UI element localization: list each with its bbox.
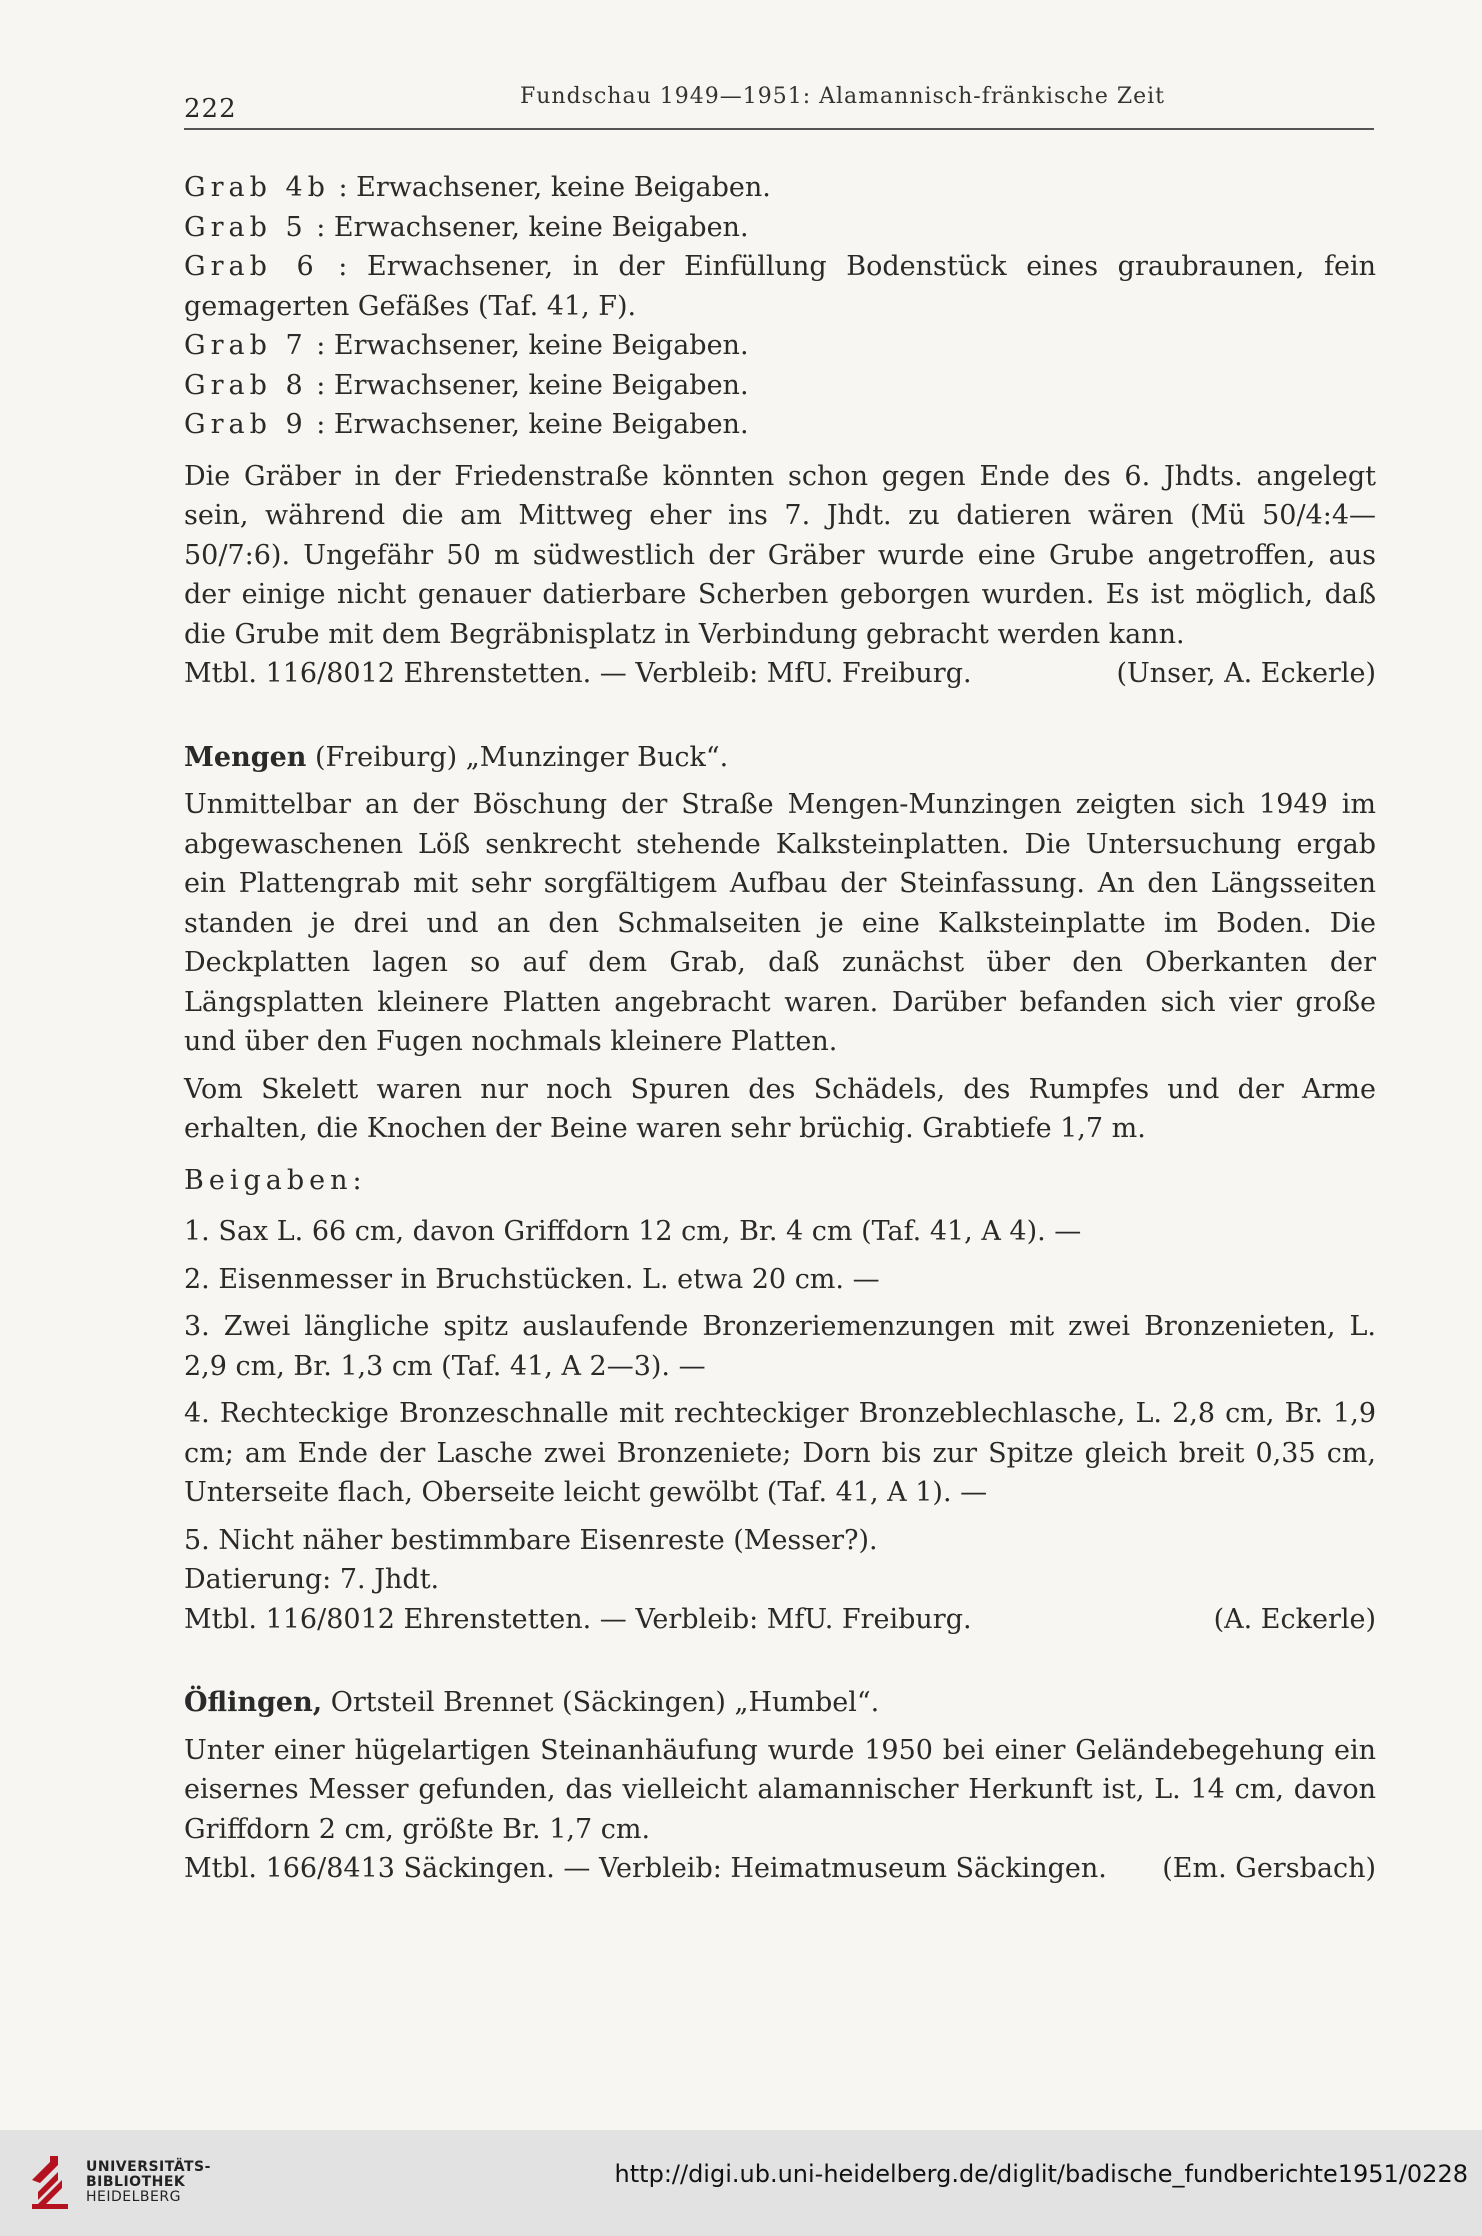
grave-entry: Grab 6 : Erwachsener, in der Einfüllung Bodenstück eines graubraunen, fein gemagerten Gefäßes (Taf. 41, F).	[184, 251, 1376, 322]
author-credit: (Unser, A. Eckerle)	[1116, 658, 1376, 689]
list-item: 1. Sax L. 66 cm, davon Griffdorn 12 cm, Br. 4 cm (Taf. 41, A 4). —	[184, 1216, 1082, 1247]
library-name-line: BIBLIOTHEK	[86, 2174, 186, 2190]
find-paragraph: Unter einer hügelartigen Steinanhäufung wurde 1950 bei einer Geländebegehung ein eisernes Messer gefunden, das vielleicht alamannischer Herkunft ist, L. 14 cm, davon Griffdorn 2 cm, größte Br. 1,7 cm.	[184, 1734, 1376, 1845]
page-number: 222	[184, 94, 237, 124]
grave-goods-label: Beigaben:	[184, 1164, 367, 1196]
map-reference: Mtbl. 166/8413 Säckingen. — Verbleib: Heimatmuseum Säckingen.	[184, 1853, 1107, 1884]
library-logo-icon	[28, 2152, 74, 2212]
grave-text: Erwachsener, keine Beigaben.	[333, 211, 749, 243]
reference-line	[184, 654, 1376, 694]
site-heading	[184, 738, 1376, 778]
site-location: Ortsteil Brennet (Säckingen) „Humbel“.	[322, 1687, 880, 1718]
grave-entry: Grab 7 : Erwachsener, keine Beigaben.	[184, 330, 749, 361]
source-url-link[interactable]: http://digi.ub.uni-heidelberg.de/diglit/badische_fundberichte1951/0228	[614, 2160, 1468, 2188]
grave-label: Grab 5	[184, 211, 308, 243]
grave-label: Grab 4b	[184, 172, 330, 203]
grave-label: Grab 6	[184, 251, 319, 282]
running-title: Fundschau 1949—1951: Alamannisch-fränkische Zeit	[520, 84, 1166, 109]
author-credit: (Em. Gersbach)	[1162, 1853, 1376, 1884]
grave-entry: Grab 4b : Erwachsener, keine Beigaben.	[184, 172, 771, 203]
footer-bar	[0, 2130, 1482, 2236]
grave-label: Grab 8	[184, 369, 308, 401]
dating-line: Datierung: 7. Jhdt.	[184, 1564, 440, 1595]
site-name: Mengen	[184, 741, 307, 773]
dating-paragraph: Die Gräber in der Friedenstraße könnten schon gegen Ende des 6. Jhdts. angelegt sein, während die am Mittweg eher ins 7. Jhdt. zu datieren wären (Mü 50/4:4—50/7:6). Ungefähr 50 m südwestlich der Gräber wurde eine Grube angetroffen, aus der einige nicht genauer datierbare Scherben geborgen wurden. Es ist möglich, daß die Grube mit dem Begräbnisplatz in Verbindung gebracht werden kann.	[184, 460, 1376, 650]
find-paragraph: Unmittelbar an der Böschung der Straße Mengen-Munzingen zeigten sich 1949 im abgewaschenen Löß senkrecht stehende Kalksteinplatten. Die Untersuchung ergab ein Plattengrab mit sehr sorgfältigem Aufbau der Steinfassung. An den Längsseiten standen je drei und an den Schmalseiten je eine Kalksteinplatte im Boden. Die Deckplatten lagen so auf dem Grab, daß zunächst über den Oberkanten der Längsplatten kleinere Platten angebracht waren. Darüber befanden sich vier große und über den Fugen nochmals kleinere Platten.	[184, 789, 1376, 1057]
body-text	[184, 168, 1376, 1889]
grave-entry: Grab 5 : Erwachsener, keine Beigaben.	[184, 211, 749, 243]
grave-label: Grab 9	[184, 409, 308, 440]
grave-text: Erwachsener, in der Einfüllung Bodenstück eines graubraunen, fein gemagerten Gefäßes (Taf. 41, F).	[184, 251, 1376, 322]
list-item: 5. Nicht näher bestimmbare Eisenreste (Messer?).	[184, 1524, 878, 1556]
grave-label: Grab 7	[184, 330, 308, 361]
reference-line	[184, 1849, 1376, 1889]
list-item: 2. Eisenmesser in Bruchstücken. L. etwa 20 cm. —	[184, 1263, 880, 1295]
grave-text: Erwachsener, keine Beigaben.	[333, 330, 749, 361]
grave-entry: Grab 8 : Erwachsener, keine Beigaben.	[184, 369, 749, 401]
library-name	[86, 2160, 211, 2205]
grave-entry: Grab 9 : Erwachsener, keine Beigaben.	[184, 409, 749, 440]
skeleton-paragraph: Vom Skelett waren nur noch Spuren des Schädels, des Rumpfes und der Arme erhalten, die Knochen der Beine waren sehr brüchig. Grabtiefe 1,7 m.	[184, 1073, 1376, 1144]
header-rule	[184, 128, 1374, 130]
site-name: Öflingen,	[184, 1687, 323, 1718]
grave-text: Erwachsener, keine Beigaben.	[356, 172, 771, 203]
map-reference: Mtbl. 116/8012 Ehrenstetten. — Verbleib: MfU. Freiburg.	[184, 1603, 972, 1635]
site-heading	[184, 1683, 1376, 1723]
list-item: 3. Zwei längliche spitz auslaufende Bronzeriemenzungen mit zwei Bronzenieten, L. 2,9 cm, Br. 1,3 cm (Taf. 41, A 2—3). —	[184, 1311, 1376, 1382]
author-credit: (A. Eckerle)	[1213, 1603, 1376, 1635]
library-name-line: UNIVERSITÄTS-	[86, 2159, 211, 2175]
grave-text: Erwachsener, keine Beigaben.	[333, 409, 749, 440]
grave-text: Erwachsener, keine Beigaben.	[333, 369, 749, 401]
map-reference: Mtbl. 116/8012 Ehrenstetten. — Verbleib: MfU. Freiburg.	[184, 658, 972, 689]
list-item: 4. Rechteckige Bronzeschnalle mit rechteckiger Bronzeblechlasche, L. 2,8 cm, Br. 1,9 cm; am Ende der Lasche zwei Bronzeniete; Dorn bis zur Spitze gleich breit 0,35 cm, Unterseite flach, Oberseite leicht gewölbt (Taf. 41, A 1). —	[184, 1398, 1376, 1508]
page-header	[184, 84, 1374, 124]
reference-line	[184, 1600, 1376, 1640]
site-location: (Freiburg) „Munzinger Buck“.	[306, 741, 729, 773]
library-name-line: HEIDELBERG	[86, 2189, 181, 2205]
